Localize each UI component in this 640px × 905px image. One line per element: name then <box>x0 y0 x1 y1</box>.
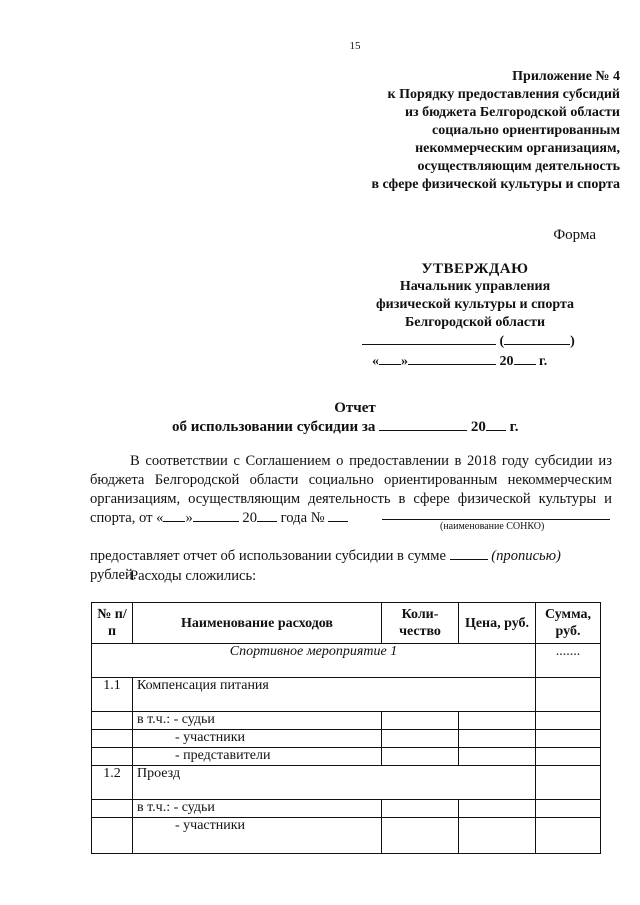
para1-quote: » <box>185 510 193 526</box>
appendix-line: к Порядку предоставления субсидий <box>387 87 620 102</box>
report-subtitle <box>172 418 519 436</box>
row-name: - участники <box>133 818 382 854</box>
section-sum: ....... <box>536 644 601 678</box>
amount-field[interactable] <box>450 547 488 560</box>
sonko-name-field[interactable] <box>382 519 610 520</box>
row-num <box>92 748 133 766</box>
row-num <box>92 818 133 854</box>
report-subtitle-prefix: об использовании субсидии за <box>172 419 376 435</box>
para1-year: 20 <box>242 510 257 526</box>
row-sum[interactable] <box>536 818 601 854</box>
col-header-sum: Сумма, руб. <box>536 603 601 644</box>
row-sum[interactable] <box>536 748 601 766</box>
row-num <box>92 712 133 730</box>
row-num: 1.1 <box>92 678 133 712</box>
row-name: Компенсация питания <box>133 678 536 712</box>
row-name: - представители <box>133 748 382 766</box>
row-price[interactable] <box>459 748 536 766</box>
form-label: Форма <box>553 227 596 243</box>
approval-title: УТВЕРЖДАЮ <box>421 261 529 277</box>
date-year-prefix: 20 <box>499 354 514 369</box>
row-sum[interactable] <box>536 712 601 730</box>
row-price[interactable] <box>459 730 536 748</box>
row-price[interactable] <box>459 800 536 818</box>
col-header-qty: Коли-чество <box>382 603 459 644</box>
approval-block <box>340 260 610 332</box>
table-row <box>92 800 601 818</box>
table-row <box>92 818 601 854</box>
approval-line: Начальник управления <box>399 279 551 294</box>
approval-date-line[interactable] <box>372 352 547 370</box>
section-title: Спортивное мероприятие 1 <box>92 644 536 678</box>
expenses-table <box>91 602 601 854</box>
row-price[interactable] <box>459 712 536 730</box>
appendix-line: некоммерческим организациям, <box>415 141 620 156</box>
appendix-line: в сфере физической культуры и спорта <box>371 177 620 192</box>
row-name: в т.ч.: - судьи <box>133 712 382 730</box>
expenses-label: Расходы сложились: <box>130 568 257 584</box>
row-num: 1.2 <box>92 766 133 800</box>
row-name: в т.ч.: - судьи <box>133 800 382 818</box>
appendix-line: из бюджета Белгородской области <box>404 105 620 120</box>
row-sum[interactable] <box>536 730 601 748</box>
approval-line: физической культуры и спорта <box>375 297 575 312</box>
row-qty[interactable] <box>382 748 459 766</box>
table-row <box>92 678 601 712</box>
report-title: Отчет <box>334 400 376 416</box>
para1-text: В соответствии с Соглашением о предоставлении в 2018 году субсидии из бюджета Белгородской области социально ориентированным некоммерческим организациям, осуществляющим деятельность в сфере физической культуры и спорта, от « <box>90 453 612 526</box>
signature-line[interactable] <box>362 332 575 350</box>
col-header-name: Наименование расходов <box>133 603 382 644</box>
row-num <box>92 800 133 818</box>
date-close-quote: » <box>401 354 408 369</box>
para2-rubles: рублей. <box>90 567 137 583</box>
page-number: 15 <box>349 40 361 52</box>
table-row <box>92 730 601 748</box>
row-sum[interactable] <box>536 800 601 818</box>
row-price[interactable] <box>459 818 536 854</box>
col-header-num: № п/п <box>92 603 133 644</box>
report-year-prefix: 20 <box>470 419 486 435</box>
table-row <box>92 748 601 766</box>
report-period-field[interactable] <box>379 418 467 431</box>
table-row <box>92 766 601 800</box>
appendix-line: осуществляющим деятельность <box>417 159 620 174</box>
para2-text: предоставляет отчет об использовании субсидии в сумме <box>90 548 446 564</box>
row-name: Проезд <box>133 766 536 800</box>
col-header-price: Цена, руб. <box>459 603 536 644</box>
para2-words-hint: (прописью) <box>491 548 561 564</box>
row-num <box>92 730 133 748</box>
appendix-line: Приложение № 4 <box>512 69 620 84</box>
sig-open-paren: ( <box>499 334 505 349</box>
approval-line: Белгородской области <box>404 315 546 330</box>
row-qty[interactable] <box>382 818 459 854</box>
table-header-row <box>92 603 601 644</box>
appendix-line: социально ориентированным <box>432 123 620 138</box>
row-qty[interactable] <box>382 800 459 818</box>
row-qty[interactable] <box>382 712 459 730</box>
sig-close-paren: ) <box>570 334 575 349</box>
row-sum[interactable] <box>536 766 601 800</box>
section-row <box>92 644 601 678</box>
row-sum[interactable] <box>536 678 601 712</box>
row-qty[interactable] <box>382 730 459 748</box>
para1-number-label: года № <box>280 510 325 526</box>
report-year-suffix: г. <box>509 419 519 435</box>
sonko-hint: (наименование СОНКО) <box>440 521 545 532</box>
table-row <box>92 712 601 730</box>
appendix-header <box>300 68 620 194</box>
date-open-quote: « <box>372 354 379 369</box>
row-name: - участники <box>133 730 382 748</box>
date-year-suffix: г. <box>539 354 548 369</box>
